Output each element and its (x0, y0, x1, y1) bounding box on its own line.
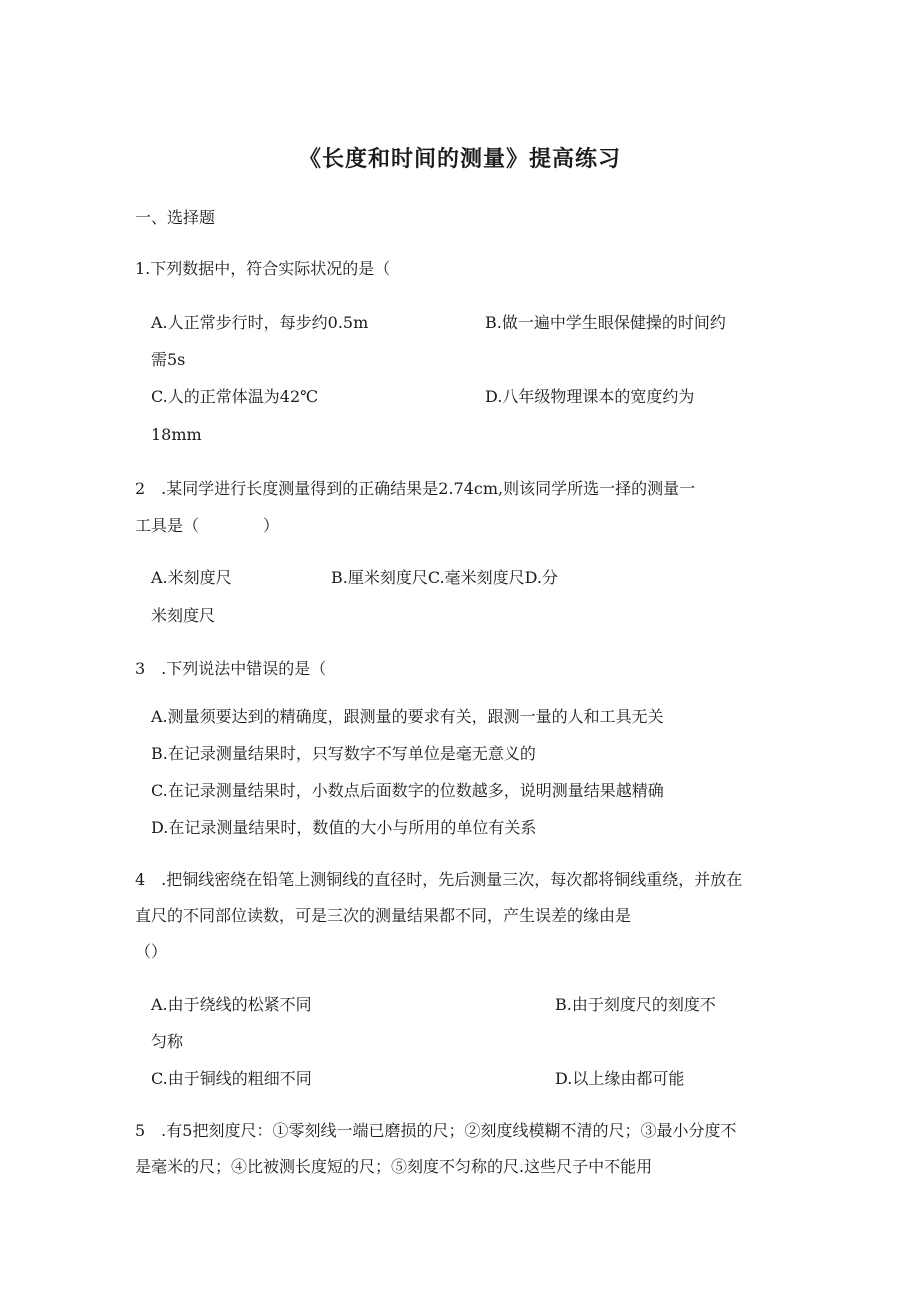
question-4-option-c: C.由于铜线的粗细不同 (151, 1069, 312, 1088)
question-4-option-a: A.由于绕线的松紧不同 (151, 995, 312, 1014)
question-4-stem: 4 .把铜线密绕在铅笔上测铜线的直径时，先后测量三次，每次都将铜线重绕，并放在 (135, 870, 743, 889)
question-1-option-a: A.人正常步行时，每步约0.5m (151, 313, 369, 332)
question-3-option-d: D.在记录测量结果时，数值的大小与所用的单位有关系 (151, 818, 537, 837)
question-1-option-b: B.做一遍中学生眼保健操的时间约 (485, 313, 726, 332)
question-1-option-d-cont: 18mm (151, 425, 202, 444)
question-2-stem-cont: 工具是（ ） (135, 516, 280, 535)
question-2-option-a: A.米刻度尺 (151, 568, 232, 587)
question-2-stem: 2 .某同学进行长度测量得到的正确结果是2.74cm,则该同学所选一择的测量一 (135, 479, 696, 498)
section-heading: 一、选择题 (135, 208, 216, 227)
question-4-option-b: B.由于刻度尺的刻度不 (555, 995, 716, 1014)
question-4-stem-paren: （） (135, 942, 168, 961)
question-4-option-d: D.以上缘由都可能 (555, 1069, 685, 1088)
question-3-option-a: A.测量须要达到的精确度，跟测量的要求有关，跟测一量的人和工具无关 (151, 707, 664, 726)
question-2-options-bcd: B.厘米刻度尺C.毫米刻度尺D.分 (331, 568, 558, 587)
question-3-option-b: B.在记录测量结果时，只写数字不写单位是毫无意义的 (151, 744, 536, 763)
question-3-stem: 3 .下列说法中错误的是（ (135, 659, 327, 678)
question-4-stem-cont: 直尺的不同部位读数，可是三次的测量结果都不同，产生误差的缘由是 (135, 906, 632, 925)
question-1-stem: 1.下列数据中，符合实际状况的是（ (135, 259, 391, 278)
question-5-stem-cont: 是毫米的尺；④比被测长度短的尺；⑤刻度不匀称的尺.这些尺子中不能用 (135, 1157, 653, 1176)
question-5-stem: 5 .有5把刻度尺：①零刻线一端已磨损的尺；②刻度线模糊不清的尺；③最小分度不 (135, 1121, 737, 1140)
question-4-option-b-cont: 匀称 (151, 1032, 184, 1051)
question-1-option-d: D.八年级物理课本的宽度约为 (485, 387, 695, 406)
question-3-option-c: C.在记录测量结果时，小数点后面数字的位数越多，说明测量结果越精确 (151, 781, 664, 800)
question-1-option-b-cont: 需5s (151, 350, 186, 369)
page-title: 《长度和时间的测量》提高练习 (298, 147, 621, 172)
question-1-option-c: C.人的正常体温为42℃ (151, 387, 319, 406)
question-2-option-d-cont: 米刻度尺 (151, 606, 216, 625)
